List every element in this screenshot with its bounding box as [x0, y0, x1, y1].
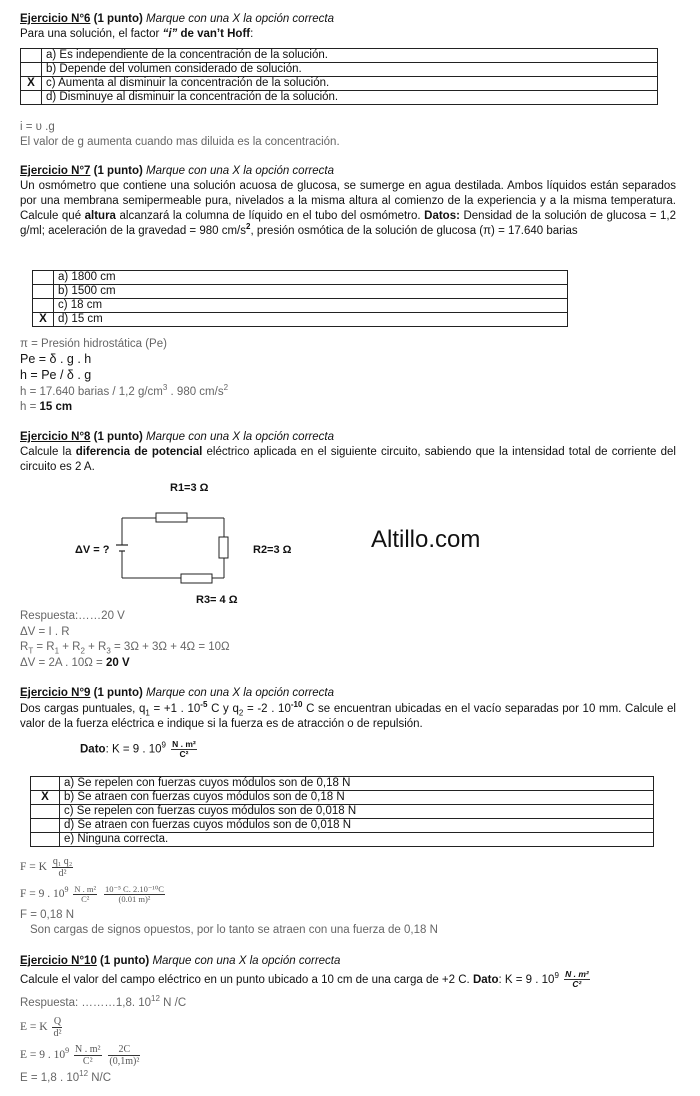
option-text: a) Se repelen con fuerzas cuyos módulos son de 0,18 N	[60, 777, 654, 791]
ej7-solution-1: π = Presión hidrostática (Pe)	[20, 338, 167, 350]
option-text: d) Se atraen con fuerzas cuyos módulos son de 0,018 N	[60, 819, 654, 833]
ej10-points: (1 punto)	[100, 955, 150, 967]
option-mark[interactable]: X	[21, 77, 42, 91]
ej9-title: Ejercicio N°9	[20, 687, 91, 699]
ej6-answer-text: El valor de g aumenta cuando mas diluida es la concentración.	[20, 136, 340, 148]
option-text: a) Es independiente de la concentración de la solución.	[42, 49, 658, 63]
ej7-solution-3: h = Pe / δ . g	[20, 368, 92, 382]
ej9-heading	[20, 686, 334, 700]
ej7-solution-5: h = 15 cm	[20, 401, 73, 413]
option-mark[interactable]	[31, 777, 60, 791]
ej9-points: (1 punto)	[93, 687, 143, 699]
ej10-formula-1: E = K $\frac{Q}{\text{d²}}$	[20, 1016, 62, 1039]
ej10-result: E = 1,8 . $10^{12}$ N/C	[20, 1069, 112, 1084]
ej8-solution-1: ΔV = I . R	[20, 626, 70, 638]
ej9-conclusion: Son cargas de signos opuestos, por lo tanto se atraen con una fuerza de 0,18 N	[30, 924, 438, 936]
table-row[interactable]	[31, 833, 654, 847]
table-row[interactable]	[31, 805, 654, 819]
ej8-answer: Respuesta:……20 V	[20, 610, 125, 622]
resistor-r2	[219, 537, 228, 558]
ej8-question: Calcule la diferencia de potencial eléctrico aplicada en el siguiente circuito, sabiendo que la intensidad total de corriente del circuito es 2 A.	[20, 446, 676, 473]
ej6-points: (1 punto)	[93, 13, 143, 25]
ej7-solution-2: Pe = δ . g . h	[20, 352, 92, 366]
table-row[interactable]	[31, 819, 654, 833]
option-mark[interactable]	[31, 805, 60, 819]
ej10-instruction: Marque con una X la opción correcta	[152, 955, 341, 967]
ej9-options-table	[30, 776, 654, 847]
option-text: b) Depende del volumen considerado de solución.	[42, 63, 658, 77]
label-r1: R1=3 Ω	[170, 482, 209, 494]
ej7-solution-4: h = 17.640 barias / 1,2 $g/cm^3$ . 980 $cm/s^2$	[20, 383, 229, 398]
ej6-answer-formula: i = υ .g	[20, 121, 55, 133]
watermark-altillo: Altillo.com	[371, 526, 481, 553]
option-text: d) 15 cm	[54, 313, 568, 327]
option-mark[interactable]	[31, 833, 60, 847]
label-r2: R2=3 Ω	[253, 544, 292, 556]
resistor-r1	[156, 513, 187, 522]
option-text: c) Se repelen con fuerzas cuyos módulos son de 0,018 N	[60, 805, 654, 819]
ej8-solution-3: ΔV = 2A . 10Ω = 20 V	[20, 657, 130, 669]
ej6-question: Para una solución, el factor “i” de van’t Hoff:	[20, 28, 254, 40]
ej9-formula-2: F = 9 . $10^9$ $\frac{\text{N . m²}}{\text{C²}}$ $\frac{\text{10⁻⁵ C. 2.10⁻¹⁰C}}{\text{(0.01 m)²}}$	[20, 883, 164, 904]
option-text: e) Ninguna correcta.	[60, 833, 654, 847]
ej7-question: Un osmómetro que contiene una solución acuosa de glucosa, se sumerge en agua destilada. Ambos líquidos están separados por una membrana semipermeable pura, nivelados a la misma altura al comienzo de la experiencia y a la misma temperatura. Calcule qué altura alcanzará la columna de líquido en el tubo del osmómetro. Datos: Densidad de la solución de glucosa = 1,2 g/ml; aceleración de la gravedad = 980 $cm/s^2$, presión osmótica de la solución de glucosa (π) = 17.640 barias	[20, 180, 676, 237]
label-r3: R3= 4 Ω	[196, 594, 238, 606]
option-text: a) 1800 cm	[54, 271, 568, 285]
option-text: b) Se atraen con fuerzas cuyos módulos son de 0,18 N	[60, 791, 654, 805]
label-delta-v: ΔV = ?	[75, 544, 110, 556]
ej10-answer: Respuesta: ………1,8. $10^{12}$ N /C	[20, 994, 187, 1009]
ej7-title: Ejercicio N°7	[20, 165, 91, 177]
ej8-title: Ejercicio N°8	[20, 431, 91, 443]
option-text: d) Disminuye al disminuir la concentración de la solución.	[42, 91, 658, 105]
ej8-solution-2: $R_T = R_1 + R_2 + R_3 = 3\Omega + 3\Omega + 4\Omega = 10\Omega$	[20, 641, 230, 656]
option-text: c) 18 cm	[54, 299, 568, 313]
option-mark[interactable]: X	[33, 313, 54, 327]
ej8-instruction: Marque con una X la opción correcta	[146, 431, 334, 443]
table-row[interactable]	[31, 777, 654, 791]
ej9-result: F = 0,18 N	[20, 909, 75, 921]
ej6-instruction: Marque con una X la opción correcta	[146, 13, 334, 25]
ej10-title: Ejercicio N°10	[20, 955, 97, 967]
option-mark[interactable]: X	[31, 791, 60, 805]
resistor-r3	[181, 574, 212, 583]
ej9-dato: Dato: K = 9 . $10^9$ $\frac{\text{N . m²}}{\text{C²}}$	[80, 739, 196, 759]
ej8-points: (1 punto)	[93, 431, 143, 443]
ej10-formula-2: E = 9 . $10^9$ $\frac{\text{N . m²}}{\text{C²}}$ $\frac{2C}{\text{(0,1m)²}}$	[20, 1043, 140, 1067]
option-text: b) 1500 cm	[54, 285, 568, 299]
option-mark[interactable]	[31, 819, 60, 833]
ej10-question: Calcule el valor del campo eléctrico en un punto ubicado a 10 cm de una carga de +2 C. Dato: K = 9 . $10^9$ $\frac{\text{N . m²}}{\text{C²}}$	[20, 969, 589, 990]
ej9-question: Dos cargas puntuales, $q_1 = +1$ . $10^{-5}$ C y $q_2 = -2$ . $10^{-10}$ C se encuentran ubicadas en el vacío separadas por 10 mm. Calcule el valor de la fuerza eléctrica e indique si la fuerza es de atracción o de repulsión.	[20, 700, 676, 730]
ej9-instruction: Marque con una X la opción correcta	[146, 687, 334, 699]
ej7-instruction: Marque con una X la opción correcta	[146, 165, 334, 177]
ej7-points: (1 punto)	[93, 165, 143, 177]
option-text: c) Aumenta al disminuir la concentración de la solución.	[42, 77, 658, 91]
ej9-formula-1: F = K $\frac{\text{q₁ q₂}}{\text{d²}}$	[20, 856, 73, 879]
table-row[interactable]	[31, 791, 654, 805]
ej10-heading	[20, 954, 340, 968]
ej6-title: Ejercicio N°6	[20, 13, 91, 25]
